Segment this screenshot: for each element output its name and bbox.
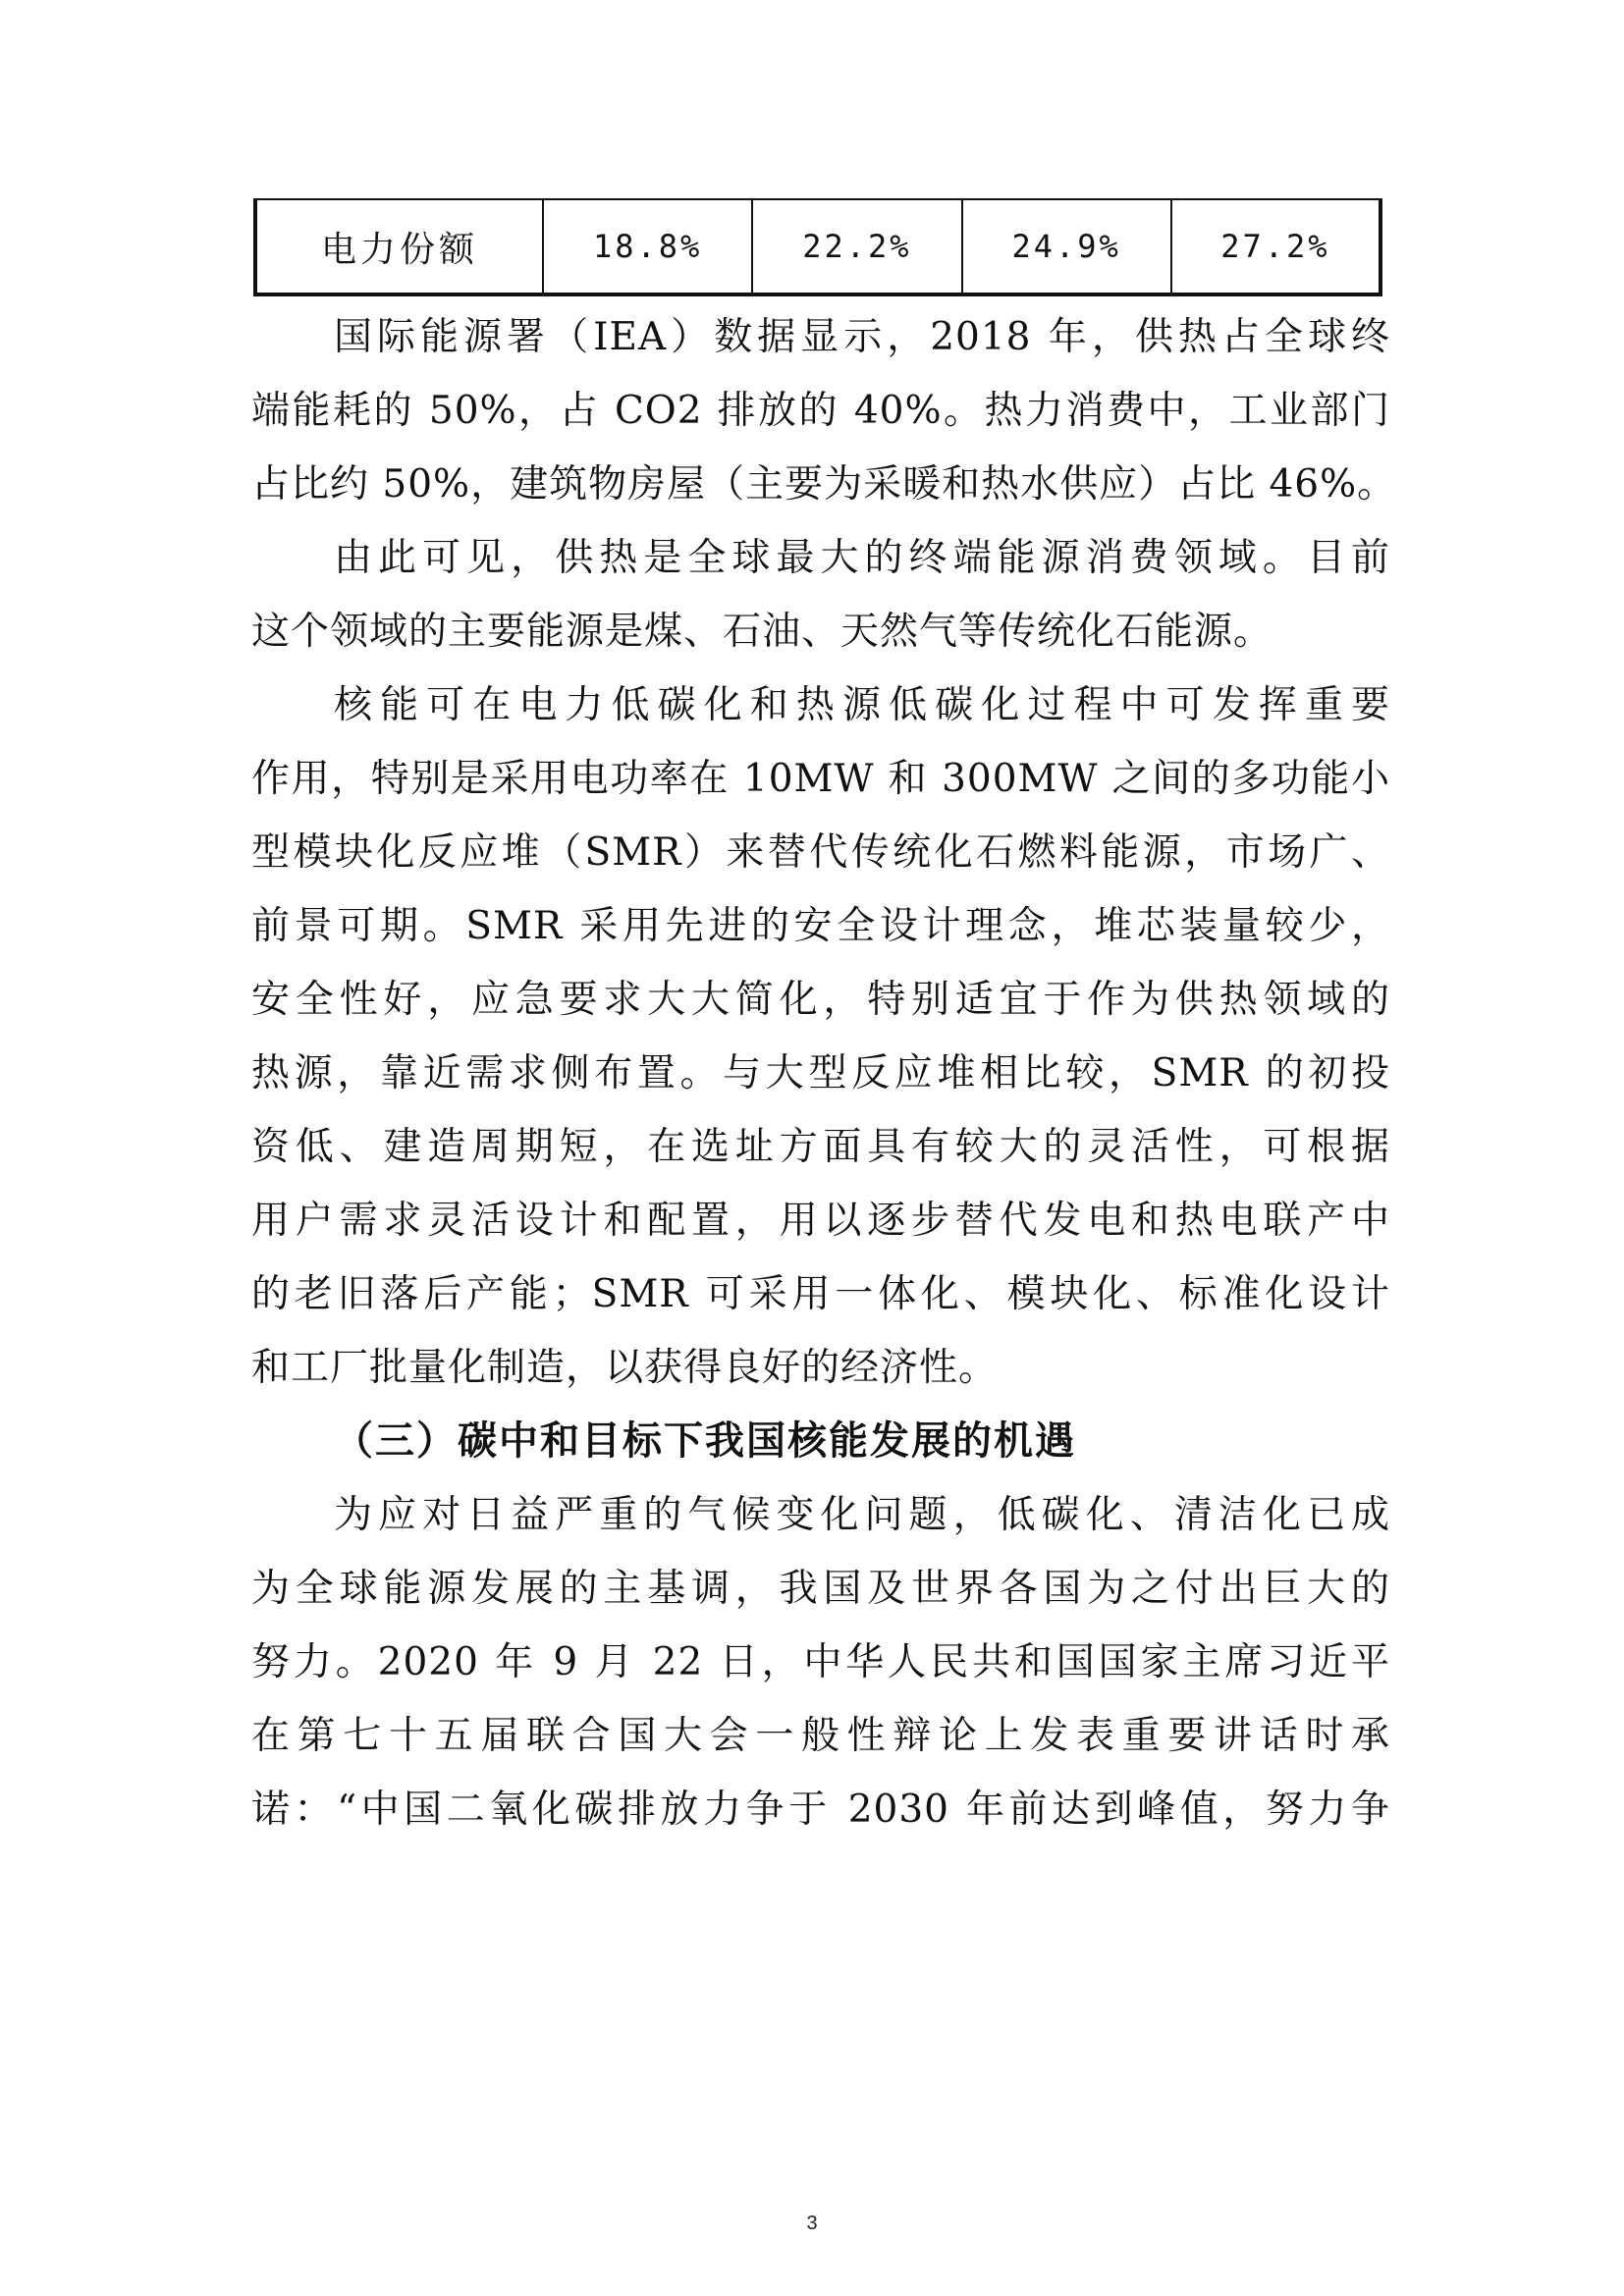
- paragraph-line: 型模块化反应堆（SMR）来替代传统化石燃料能源，市场广、: [251, 830, 1390, 875]
- table-cell-label: 电力份额: [255, 199, 543, 294]
- table-cell-value: 24.9%: [962, 199, 1171, 294]
- table-row: [255, 199, 1380, 294]
- paragraph-line: 热源，靠近需求侧布置。与大型反应堆相比较，SMR 的初投: [251, 1051, 1390, 1095]
- paragraph-line: 由此可见，供热是全球最大的终端能源消费领域。目前: [334, 536, 1390, 580]
- section-heading: （三）碳中和目标下我国核能发展的机遇: [334, 1418, 1076, 1464]
- paragraph-line: 为全球能源发展的主基调，我国及世界各国为之付出巨大的: [251, 1567, 1390, 1611]
- paragraph-line: 核能可在电力低碳化和热源低碳化过程中可发挥重要: [334, 683, 1390, 727]
- paragraph-line: 资低、建造周期短，在选址方面具有较大的灵活性，可根据: [251, 1125, 1390, 1169]
- body-text: [251, 300, 1397, 1846]
- table-cell-value: 18.8%: [543, 199, 752, 294]
- paragraph-line: 端能耗的 50%，占 CO2 排放的 40%。热力消费中，工业部门: [251, 389, 1390, 433]
- paragraph-line: 和工厂批量化制造，以获得良好的经济性。: [251, 1346, 999, 1390]
- paragraph-line: 诺：“中国二氧化碳排放力争于 2030 年前达到峰值，努力争: [251, 1788, 1390, 1832]
- paragraph-line: 国际能源署（IEA）数据显示，2018 年，供热占全球终: [334, 315, 1390, 359]
- paragraph-line: 的老旧落后产能；SMR 可采用一体化、模块化、标准化设计: [251, 1272, 1390, 1316]
- paragraph-line: 作用，特别是采用电功率在 10MW 和 300MW 之间的多功能小: [251, 757, 1390, 801]
- table-cell-value: 22.2%: [752, 199, 961, 294]
- paragraph-line: 用户需求灵活设计和配置，用以逐步替代发电和热电联产中: [251, 1199, 1390, 1243]
- paragraph-line: 占比约 50%，建筑物房屋（主要为采暖和热水供应）占比 46%。: [251, 462, 1397, 507]
- table-cell-value: 27.2%: [1171, 199, 1380, 294]
- paragraph-line: 为应对日益严重的气候变化问题，低碳化、清洁化已成: [334, 1493, 1390, 1537]
- paragraph-line: 努力。2020 年 9 月 22 日，中华人民共和国国家主席习近平: [251, 1640, 1390, 1684]
- page-number: 3: [806, 2213, 818, 2234]
- paragraph-line: 在第七十五届联合国大会一般性辩论上发表重要讲话时承: [251, 1714, 1390, 1758]
- paragraph-line: 这个领域的主要能源是煤、石油、天然气等传统化石能源。: [251, 610, 1273, 654]
- paragraph-line: 安全性好，应急要求大大简化，特别适宜于作为供热领域的: [251, 978, 1390, 1022]
- energy-share-table: [253, 198, 1382, 296]
- paragraph-line: 前景可期。SMR 采用先进的安全设计理念，堆芯装量较少，: [251, 904, 1390, 948]
